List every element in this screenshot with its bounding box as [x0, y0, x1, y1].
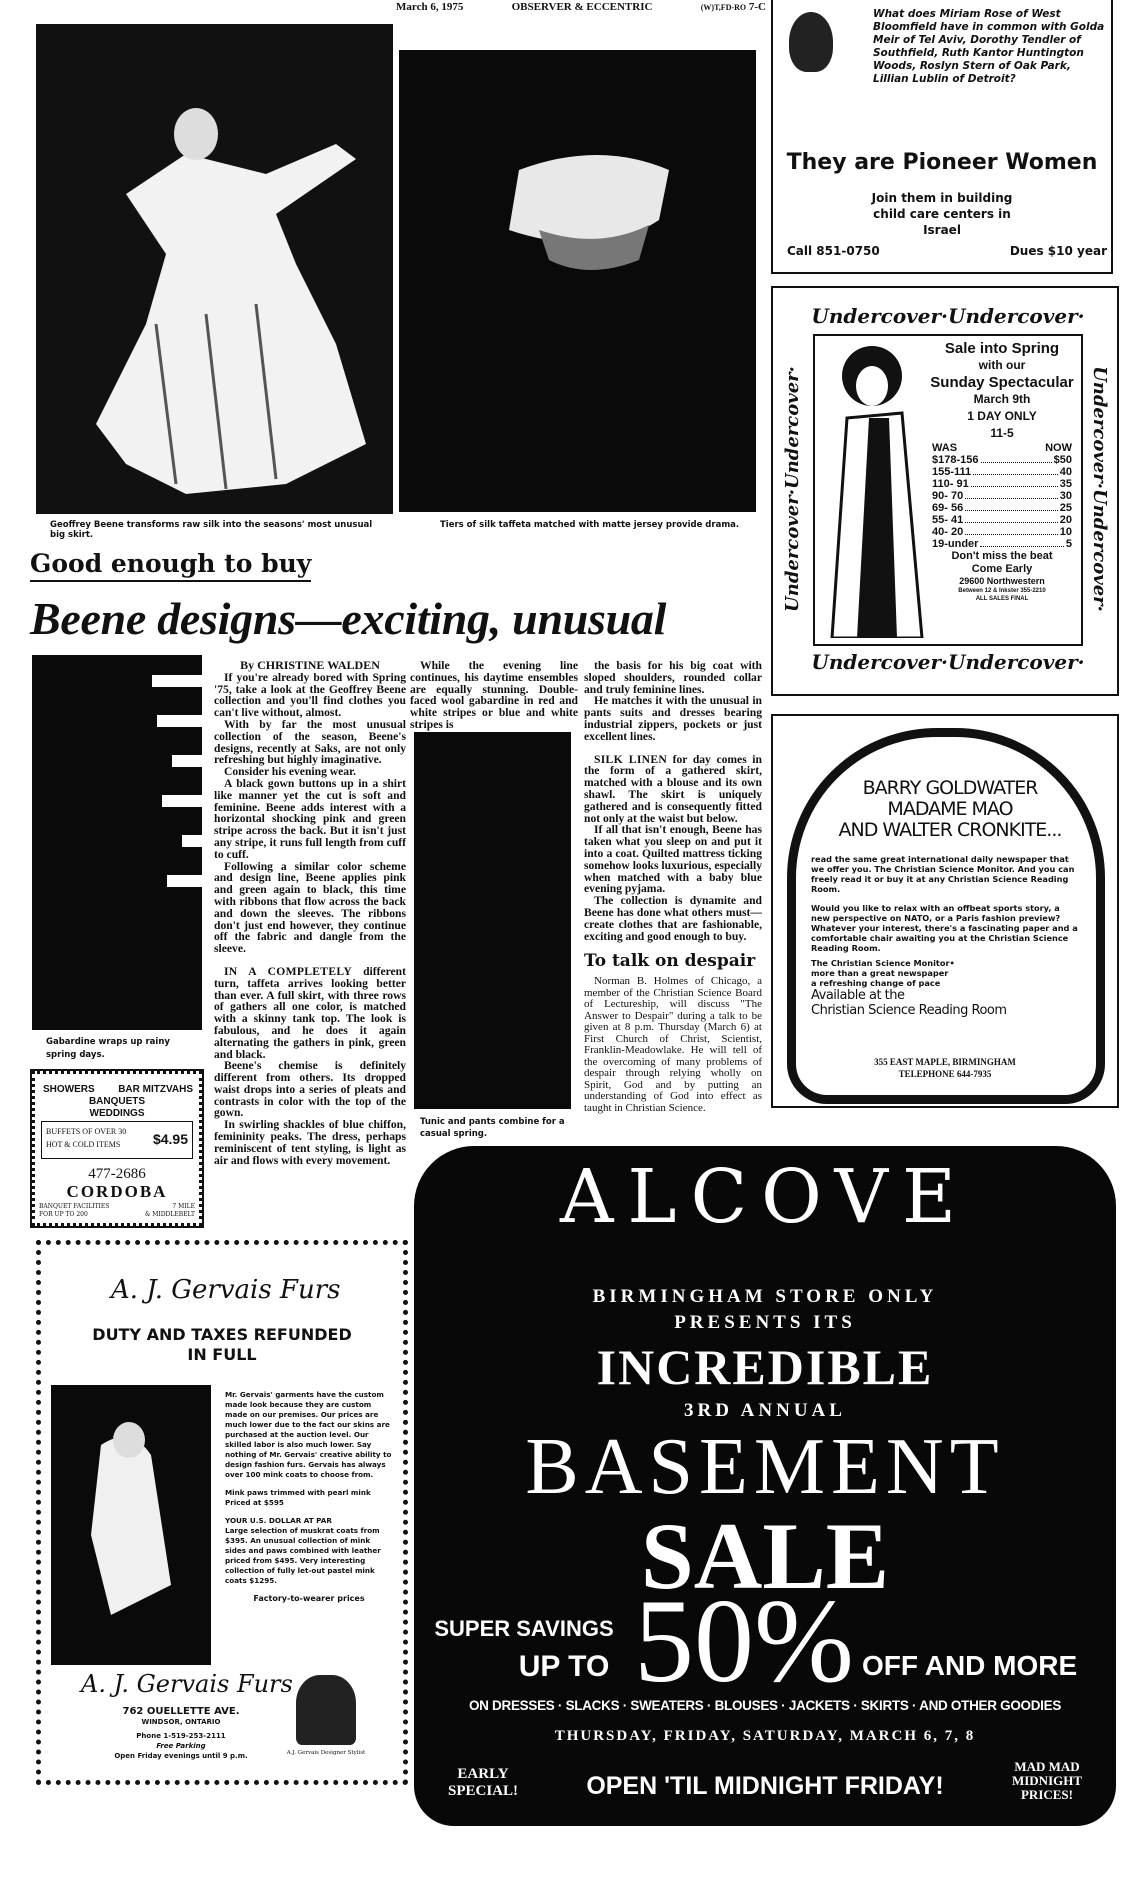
woman-coat-illustration [817, 338, 927, 638]
paragraph [584, 895, 762, 942]
woman-portrait-image [789, 12, 833, 72]
alcove-open-til-midnight: OPEN 'TIL MIDNIGHT FRIDAY! [586, 1772, 944, 1800]
was-price: 110- 91 [932, 478, 969, 490]
price-row [932, 466, 1072, 478]
photo-raw-silk-skirt [36, 24, 393, 514]
sale-date: March 9th [973, 392, 1031, 406]
cordoba-ad [32, 1071, 202, 1226]
was-price: 90- 70 [932, 490, 964, 502]
alcove-annual: 3RD ANNUAL [684, 1400, 846, 1421]
paragraph-text: A black gown buttons up in a shirt like manner yet the cut is soft and feminine. Beene adds interest with a horizontal shocking pink and green stripe across the back. But it isn't just any stripe, it runs full length from cuff to cuff. [214, 776, 406, 861]
caption-tunic: Tunic and pants combine for a casual spring. [420, 1117, 565, 1139]
fur-coat-photo [51, 1385, 211, 1665]
gervais-furs-ad [36, 1240, 408, 1785]
all-sales-final: ALL SALES FINAL [975, 596, 1029, 602]
article-column-1 [214, 660, 406, 1166]
paper-name: OBSERVER & ECCENTRIC [511, 1, 653, 13]
designer-portrait [296, 1675, 356, 1745]
alcove-sale: SALE [640, 1503, 890, 1609]
paragraph [214, 1060, 406, 1119]
one-day-only: 1 DAY ONLY [967, 409, 1037, 423]
gervais-designer-label: A.J. Gervais Designer Stylist [286, 1750, 366, 1756]
csm-tagline-1: The Christian Science Monitor• [811, 958, 955, 968]
photo-gabardine [32, 655, 202, 1030]
now-price: 25 [1059, 502, 1072, 514]
price-row [932, 514, 1072, 526]
photo-tunic-pants [414, 732, 571, 1109]
undercover-border-top: Undercover·Undercover· [811, 304, 1085, 328]
paragraph [214, 719, 406, 766]
article-column-3 [584, 660, 762, 1114]
cordoba-location-1: 7 MILE [172, 1203, 195, 1210]
now-price: 30 [1059, 490, 1072, 502]
paragraph-text: the basis for his big coat with sloped shoulders, rounded collar and truly feminine lines. [584, 659, 762, 696]
undercover-inner-panel [813, 334, 1083, 646]
paragraph-text: different turn, taffeta arrives looking better than ever. A full skirt, with three rows of gathers all one color, is matched with a skinny tank top. The look is fabulous, and he does it again alternating the gathers in pink, green and black. [214, 964, 406, 1061]
article-headline: Beene designs—exciting, unusual [30, 593, 667, 644]
now-price: $50 [1053, 454, 1072, 466]
was-price: 40- 20 [932, 526, 964, 538]
now-price: 5 [1065, 538, 1072, 550]
now-price: 20 [1059, 514, 1072, 526]
buffet-box [41, 1121, 193, 1159]
gervais-mink-paws: Mink paws trimmed with pearl mink Priced at $595 [225, 1488, 371, 1507]
alcove-items: ON DRESSES · SLACKS · SWEATERS · BLOUSES · JACKETS · SKIRTS · AND OTHER GOODIES [468, 1698, 1062, 1713]
paragraph-lead: IN A COMPLETELY [224, 964, 352, 978]
gervais-city: WINDSOR, ONTARIO [141, 1718, 221, 1726]
paragraph [214, 861, 406, 955]
now-header: NOW [1045, 442, 1072, 454]
alcove-off-and-more: OFF AND MORE [862, 1650, 1078, 1681]
cordoba-location-2: & MIDDLEBELT [144, 1211, 195, 1218]
photo-silk-taffeta [399, 50, 756, 512]
cordoba-weddings: WEDDINGS [89, 1108, 145, 1119]
paragraph [214, 778, 406, 861]
csm-headline-3: AND WALTER CRONKITE... [838, 819, 1062, 841]
paragraph [214, 672, 406, 719]
alcove-midnight-prices: MAD MAD MIDNIGHT PRICES! [1011, 1759, 1083, 1802]
section-kicker: Good enough to buy [30, 548, 311, 582]
alcove-incredible: INCREDIBLE [596, 1339, 934, 1395]
gervais-phone: Phone 1-519-253-2111 [136, 1732, 226, 1740]
dont-miss: Don't miss the beat [951, 550, 1053, 562]
gervais-parking: Free Parking [156, 1742, 206, 1750]
alcove-super-savings: SUPER SAVINGS [434, 1616, 614, 1641]
gervais-hours: Open Friday evenings until 9 p.m. [114, 1752, 248, 1760]
price-row [932, 502, 1072, 514]
byline: By CHRISTINE WALDEN [240, 658, 380, 672]
pioneer-question: What does Miriam Rose of West Bloomfield have in common with Golda Meir of Tel Aviv, Dorothy Tendler of Southfield, Ruth Kantor Huntington Woods, Roslyn Stern of Oak Park, Lillian Lublin of Detroit? [873, 8, 1105, 85]
taffeta-dress-image [399, 50, 756, 512]
pioneer-women-ad [771, 0, 1113, 274]
price-row [932, 490, 1072, 502]
caption-gabardine: Gabardine wraps up rainy spring days. [46, 1037, 170, 1060]
cordoba-bar-mitzvahs: BAR MITZVAHS [118, 1084, 193, 1095]
was-price: $178-156 [932, 454, 979, 466]
paragraph [214, 966, 406, 1060]
now-price: 10 [1059, 526, 1072, 538]
cordoba-price: $4.95 [152, 1131, 188, 1147]
alcove-up-to: UP TO [518, 1650, 610, 1683]
csm-available-2: Christian Science Reading Room [811, 1003, 1007, 1018]
sale-into-spring: Sale into Spring [944, 340, 1060, 357]
price-table [932, 442, 1072, 550]
gervais-headline-2: IN FULL [187, 1345, 257, 1364]
paragraph [584, 824, 762, 895]
paragraph-text: Beene's chemise is definitely different from others. Its dropped waist drops into a series of pleats and contrasts in color with the top of the gown. [214, 1059, 406, 1120]
csm-headline-2: MADAME MAO [887, 798, 1013, 820]
store-address: 29600 Northwestern [959, 576, 1045, 586]
come-early: Come Early [971, 563, 1033, 575]
paragraph-text: The collection is dynamite and Beene has done what others must—create clothes that are fashionable, exciting and good enough to buy. [584, 894, 762, 943]
sunday-spectacular: Sunday Spectacular [930, 374, 1074, 391]
alcove-special: EARLY SPECIAL! [447, 1766, 518, 1799]
was-price: 55- 41 [932, 514, 964, 526]
alcove-logo: ALCOVE [559, 1154, 971, 1240]
cordoba-buffet-1: BUFFETS OF OVER 30 [46, 1127, 127, 1136]
paragraph [584, 695, 762, 742]
paragraph-text: for day comes in the form of a gathered skirt, matched with a blouse and its own shawl. The skirt is uniquely gathered and is consequently fitted not only at the waist but below. [584, 752, 762, 825]
csm-paragraph-2: Would you like to relax with an offbeat sports story, a new perspective on NATO, or a Paris fashion preview? Whatever your interest, there's a fascinating paper and a comfortable chair awaiting you at the Christian Science Reading Room. [811, 903, 1078, 953]
cordoba-phone: 477-2686 [88, 1166, 146, 1182]
christian-science-monitor-ad [771, 714, 1119, 1108]
price-row [932, 538, 1072, 550]
cordoba-showers: SHOWERS [43, 1084, 95, 1095]
paragraph-lead: SILK LINEN [594, 752, 668, 766]
cordoba-buffet-2: HOT & COLD ITEMS [46, 1140, 121, 1149]
now-price: 35 [1059, 478, 1072, 490]
alcove-basement-sale-ad [414, 1146, 1116, 1826]
price-row [932, 526, 1072, 538]
csm-paragraph-1: read the same great international daily newspaper that we offer you. The Christian Science Monitor. And you can freely read it or buy it at any Christian Science Reading Room. [811, 854, 1075, 894]
gervais-muskrat: Large selection of muskrat coats from $395. An unusual collection of mink sides and paws combined with leather priced from $495. Very interesting collection of fully let-out pastel mink coats $1295. [225, 1526, 381, 1585]
csm-tagline-3: a refreshing change of pace [811, 978, 941, 988]
gervais-headline-1: DUTY AND TAXES REFUNDED [92, 1325, 352, 1344]
paragraph-text: He matches it with the unusual in pants suits and dresses bearing industrial zippers, pockets or just excellent lines. [584, 694, 762, 743]
alcove-dates: THURSDAY, FRIDAY, SATURDAY, MARCH 6, 7, 8 [554, 1728, 976, 1744]
paragraph [214, 1119, 406, 1166]
paragraph-text: If all that isn't enough, Beene has taken what you sleep on and put it into a coat. Quilted mattress ticking somehow looks luxurious, especially when matched with a baby blue evening pyjama. [584, 823, 762, 896]
gervais-dollar-par: YOUR U.S. DOLLAR AT PAR [225, 1516, 332, 1525]
pioneer-subtitle: Join them in building child care centers in Israel [871, 191, 1013, 237]
gervais-factory-prices: Factory-to-wearer prices [253, 1594, 365, 1603]
paragraph: While the evening line continues, his daytime ensembles are equally stunning. Double-faced wool gabardine in red and white stripes or blue and white stripes is [410, 659, 578, 731]
csm-available-1: Available at the [811, 988, 905, 1003]
alcove-store-only: BIRMINGHAM STORE ONLY [592, 1286, 938, 1307]
brick-wall-image [32, 655, 202, 1030]
masthead [396, 1, 766, 13]
fur-model-image [51, 1385, 211, 1665]
undercover-border-bottom: Undercover·Undercover· [811, 650, 1085, 674]
was-price: 155-111 [932, 466, 972, 478]
edition: (W)T,FD-RO [700, 3, 747, 12]
despair-body: Norman B. Holmes of Chicago, a member of the Christian Science Board of Lectureship, will discuss "The Answer to Despair" during a talk to be given at 8 p.m. Thursday (March 6) at First Church of Christ, Scientist, Franklin-Meadowlake. He will tell of the overcoming of many problems of despair through relying wholly on Spirit, God and by putting an understanding of God into effect as taught in Christian Science. [584, 975, 762, 1114]
paragraph-text: If you're already bored with Spring '75, take a look at the Geoffrey Beene collection and you'll find clothes you can't live without, almost. [214, 670, 406, 720]
alcove-presents: PRESENTS ITS [674, 1312, 856, 1333]
gervais-logo-top: A. J. Gervais Furs [111, 1275, 341, 1305]
despair-subhead: To talk on despair [584, 951, 756, 972]
alcove-basement: BASEMENT [525, 1423, 1005, 1511]
csm-telephone: TELEPHONE 644-7935 [898, 1069, 992, 1079]
paragraph-text: In swirling shackles of blue chiffon, femininity peaks. The dress, perhaps reminiscent of tent styling, is light as air and flows with every movement. [214, 1118, 406, 1167]
cordoba-banquets: BANQUETS [88, 1096, 146, 1107]
price-row [932, 478, 1072, 490]
now-price: 40 [1059, 466, 1072, 478]
undercover-border-left: Undercover·Undercover· [782, 366, 803, 612]
paragraph [584, 660, 762, 695]
paragraph [584, 754, 762, 825]
csm-address: 355 EAST MAPLE, BIRMINGHAM [874, 1057, 1016, 1067]
alcove-fifty-percent: 50% [634, 1574, 854, 1707]
cordoba-facilities: BANQUET FACILITIES [39, 1203, 110, 1210]
store-cross-streets: Between 12 & Inkster 355-2210 [958, 588, 1046, 594]
gervais-body: Mr. Gervais' garments have the custom made look because they are custom made on our premises. Our prices are much lower due to the fact our skins are purchased at the auction level. Our skilled labor is also much lower. Say nothing of Mr. Gervais' creative ability to design fashion furs. Gervais has always over 100 mink coats to choose from. [225, 1390, 392, 1479]
csm-headline-1: BARRY GOLDWATER [862, 777, 1038, 799]
was-price: 69- 56 [932, 502, 964, 514]
pioneer-dues: Dues $10 year [1009, 244, 1107, 258]
gervais-address: 762 OUELLETTE AVE. [122, 1706, 240, 1717]
was-price: 19-under [932, 538, 979, 550]
paragraph-text: Following a similar color scheme and design line, Beene applies pink and green again to black, this time with ribbons that flow across the back and down the sleeves. The ribbons don't just end however, they continue off the fabric and dangle from the sleeve. [214, 859, 406, 956]
caption-top-right: Tiers of silk taffeta matched with matte jersey provide drama. [440, 520, 740, 530]
caption-top-left: Geoffrey Beene transforms raw silk into the seasons' most unusual big skirt. [50, 520, 373, 540]
price-row [932, 454, 1072, 466]
undercover-border-right: Undercover·Undercover· [1089, 366, 1110, 612]
cordoba-capacity: FOR UP TO 200 [39, 1211, 88, 1218]
was-header: WAS [932, 442, 958, 454]
paragraph-text: With by far the most unusual collection of the season, Beene's designs, recently at Saks, are not only refreshing but highly imaginative. [214, 717, 406, 767]
undercover-ad [771, 286, 1119, 696]
paragraph-text: Consider his evening wear. [224, 765, 357, 779]
issue-date: March 6, 1975 [396, 1, 464, 13]
cordoba-name: CORDOBA [66, 1182, 168, 1201]
article-column-2 [410, 660, 578, 731]
with-our: with our [978, 358, 1026, 372]
sale-hours: 11-5 [990, 426, 1014, 440]
dancer-figure-image [36, 24, 393, 514]
gervais-logo-bottom: A. J. Gervais Furs [81, 1670, 293, 1698]
pioneer-phone: Call 851-0750 [787, 244, 880, 258]
page-number: 7-C [748, 1, 766, 13]
pioneer-title: They are Pioneer Women [786, 150, 1098, 175]
csm-tagline-2: more than a great newspaper [811, 968, 949, 978]
